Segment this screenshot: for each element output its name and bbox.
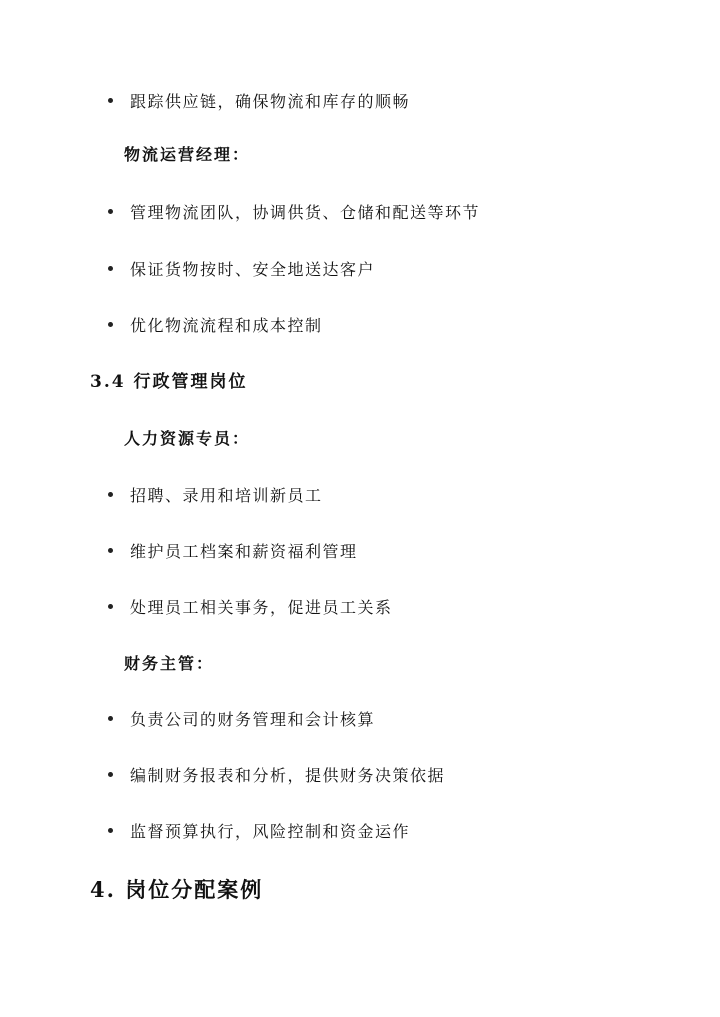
list-item [108,88,410,112]
bullet-icon [108,209,113,214]
section-heading-3-4: 3.4 行政管理岗位 [90,372,248,392]
list-item [108,818,410,842]
list-item-text: 维护员工档案和薪资福利管理 [130,541,358,561]
list-item-text: 编制财务报表和分析，提供财务决策依据 [130,765,446,785]
list-item-text: 管理物流团队，协调供货、仓储和配送等环节 [130,202,481,222]
subheading-hr-specialist: 人力资源专员： [124,429,251,448]
bullet-icon [108,266,113,271]
list-item-text: 跟踪供应链，确保物流和库存的顺畅 [130,91,411,111]
list-item [108,256,375,280]
list-item [108,538,358,562]
list-item [108,762,445,786]
bullet-icon [108,322,113,327]
list-item [108,199,480,223]
list-item-text: 保证货物按时、安全地送达客户 [130,259,376,279]
list-item-text: 招聘、录用和培训新员工 [130,485,323,505]
list-item-text: 处理员工相关事务，促进员工关系 [130,597,393,617]
bullet-icon [108,98,113,103]
list-item [108,312,323,336]
bullet-icon [108,772,113,777]
subheading-logistics-manager: 物流运营经理： [124,145,251,164]
bullet-icon [108,828,113,833]
list-item [108,482,323,506]
list-item-text: 优化物流流程和成本控制 [130,315,323,335]
section-heading-4: 4. 岗位分配案例 [90,877,264,902]
list-item [108,706,375,730]
list-item-text: 负责公司的财务管理和会计核算 [130,709,376,729]
bullet-icon [108,548,113,553]
list-item-text: 监督预算执行，风险控制和资金运作 [130,821,411,841]
bullet-icon [108,492,113,497]
subheading-finance-manager: 财务主管： [124,654,215,673]
bullet-icon [108,604,113,609]
bullet-icon [108,716,113,721]
list-item [108,594,393,618]
